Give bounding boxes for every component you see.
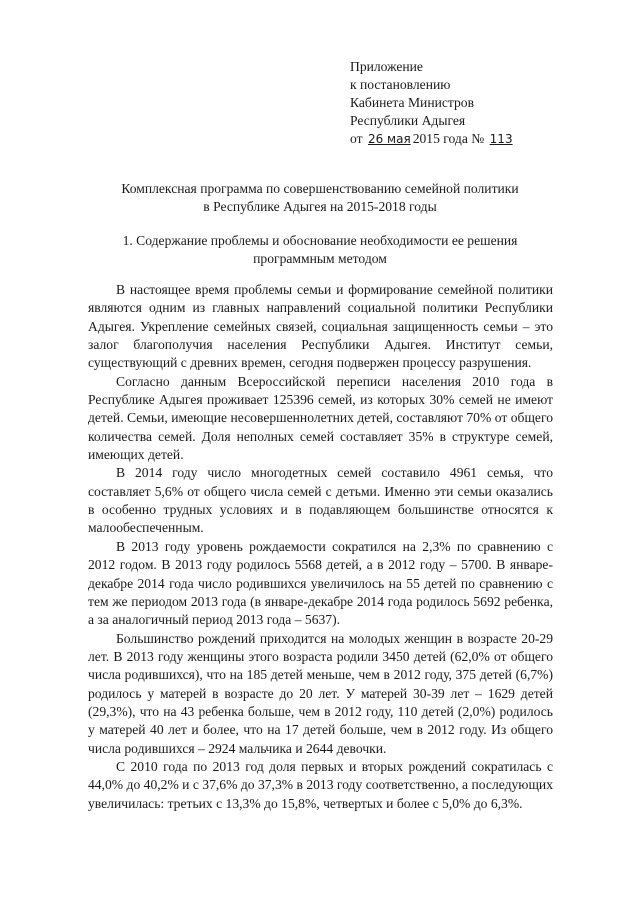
resolution-label: к постановлению	[350, 77, 451, 92]
paragraph: В настоящее время проблемы семьи и формирование семейной политики являются одним из главных направлений социальной политики Республики Адыгея. Укрепление семейных связей, социальная защищенность семьи – это залог благополучия населения Республики Адыгея. Институт семьи, существующий с древних времен, сегодня подвержен процессу разрушения.	[88, 282, 553, 371]
cabinet-label: Кабинета Министров	[350, 95, 475, 110]
date-prefix: от	[350, 131, 363, 146]
paragraph: Большинство рождений приходится на молодых женщин в возрасте 20-29 лет. В 2013 году женщины этого возраста родили 3450 детей (62,0% от общего числа родившихся), что на 185 детей меньше, чем в 2012 году, 375 детей (6,7%) родилось у матерей в возрасте до 20 лет. У матерей 30-39 лет – 1629 детей (29,3%), что на 43 ребенка больше, чем в 2012 году, 110 детей (2,0%) родилось у матерей 40 лет и более, что на 17 детей больше, чем в 2012 году. Из общего числа родившихся – 2924 мальчика и 2644 девочки.	[88, 630, 553, 756]
paragraph: В 2013 году уровень рождаемости сократился на 2,3% по сравнению с 2012 годом. В 2013 году родилось 5568 детей, а в 2012 году – 5700. В январе-декабре 2014 года число родившихся увеличилось на 55 детей по сравнению с тем же периодом 2013 года (в январе-декабре 2014 года родилось 5692 ребенка, а за аналогичный период 2013 года – 5637).	[88, 538, 553, 628]
date-number-line	[350, 130, 515, 148]
handwritten-date: 26 мая	[367, 132, 411, 146]
document-body	[88, 281, 553, 813]
handwritten-number: 113	[489, 132, 513, 146]
paragraph: Согласно данным Всероссийской переписи населения 2010 года в Республике Адыгея проживает 125396 семей, из которых 30% семей не имеют детей. Семьи, имеющие несовершеннолетних детей, составляют 70% от общего количества семей. Доля неполных семей составляет 35% в структуре семей, имеющих детей.	[88, 373, 553, 463]
republic-label: Республики Адыгея	[350, 113, 466, 128]
appendix-header	[350, 58, 515, 148]
appendix-label: Приложение	[350, 59, 423, 74]
document-title: Комплексная программа по совершенствованию семейной политики в Республике Адыгея на 2015-2018 годы	[121, 181, 519, 214]
number-label: №	[471, 131, 485, 146]
section-heading: 1. Содержание проблемы и обоснование необходимости ее решения программным методом	[122, 233, 518, 266]
year-text: 2015 года	[412, 131, 468, 146]
paragraph: С 2010 года по 2013 год доля первых и вторых рождений сократилась с 44,0% до 40,2% и с 37,6% до 37,3% в 2013 году соответственно, а последующих увеличилась: третьих с 13,3% до 15,8%, четвертых и более с 5,0% до 6,3%.	[88, 758, 553, 811]
paragraph: В 2014 году число многодетных семей составило 4961 семья, что составляет 5,6% от общего числа семей с детьми. Именно эти семьи оказались в особенно трудных условиях и в подавляющем большинстве относятся к малообеспеченным.	[88, 465, 553, 536]
